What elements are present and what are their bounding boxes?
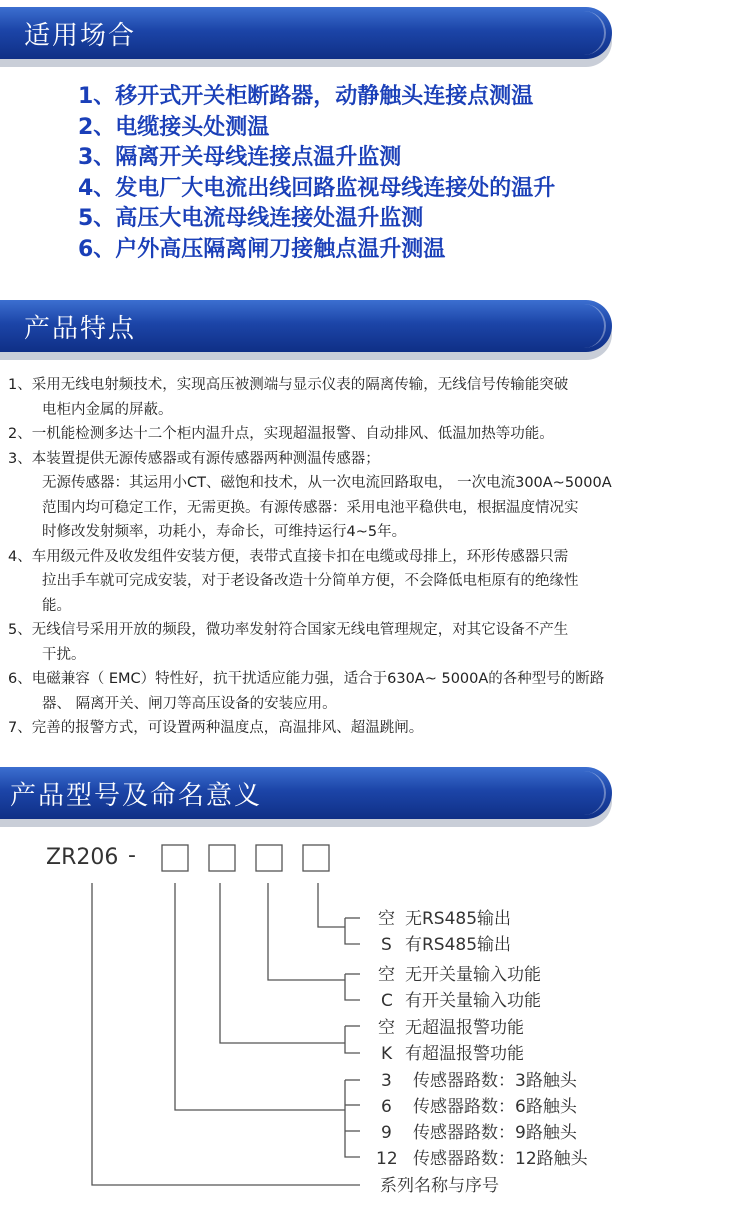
option-desc: 传感器路数：3路触头 [413,1071,577,1091]
option-desc: 传感器路数：9路触头 [413,1123,577,1143]
model-prefix: ZR206 [46,845,119,870]
option-code: S [381,935,392,955]
feature-line: 6、电磁兼容（ EMC）特性好，抗干扰适应能力强，适合于630A~ 5000A的各种型号的断路 [8,671,605,687]
applications-list [78,82,555,265]
option-desc: 传感器路数：6路触头 [413,1097,577,1117]
list-item: 5、高压大电流母线连接处温升监测 [78,206,424,231]
option-code: 空 [378,1018,395,1038]
option-code: 空 [378,965,395,985]
section-header-features [0,300,612,352]
list-item [8,545,744,619]
section-title: 产品型号及命名意义 [10,781,263,811]
list-item [8,667,744,716]
option-code: 空 [378,909,395,929]
code-box [162,845,188,871]
list-item [8,373,744,422]
list-item: 4、发电厂大电流出线回路监视母线连接处的温升 [78,175,556,201]
option-desc: 有开关量输入功能 [405,991,541,1011]
option-code: 6 [381,1097,392,1117]
option-code: C [381,991,393,1011]
feature-line: 5、无线信号采用开放的频段，微功率发射符合国家无线电管理规定，对其它设备不产生 [8,622,569,638]
list-item [8,618,744,667]
feature-line: 无源传感器：其运用小CT、磁饱和技术，从一次电流回路取电， 一次电流300A~5000A [42,475,612,491]
feature-line: 4、车用级元件及收发组件安装方便，表带式直接卡扣在电缆或母排上，环形传感器只需 [8,548,569,565]
option-desc: 无开关量输入功能 [405,965,541,985]
list-item [8,447,744,545]
feature-line: 能。 [42,597,71,614]
feature-line: 2、一机能检测多达十二个柜内温升点，实现超温报警、自动排风、低温加热等功能。 [8,426,554,442]
series-label: 系列名称与序号 [380,1176,499,1196]
feature-line: 电柜内金属的屏蔽。 [42,401,173,418]
option-code: K [381,1044,393,1064]
list-item: 1、移开式开关柜断路器，动静触头连接点测温 [78,84,534,109]
option-code: 3 [381,1071,392,1091]
feature-line: 干扰。 [42,646,86,663]
code-box [209,845,235,871]
option-desc: 有RS485输出 [405,935,512,955]
section-header-model [0,767,612,819]
list-item: 3、隔离开关母线连接点温升监测 [78,145,402,170]
model-dash: - [128,843,136,868]
feature-line: 3、本装置提供无源传感器或有源传感器两种测温传感器； [8,450,380,467]
code-box [303,845,329,871]
option-code: 12 [376,1149,398,1169]
list-item: 2、电缆接头处测温 [78,114,270,140]
section-header-applications [0,7,612,59]
feature-line: 7、完善的报警方式，可设置两种温度点，高温排风、超温跳闸。 [8,720,424,736]
feature-line: 拉出手车就可完成安装，对于老设备改造十分简单方便，不会降低电柜原有的绝缘性 [42,573,579,589]
option-desc: 无RS485输出 [405,909,512,929]
section-title: 适用场合 [24,21,137,51]
model-naming-diagram [0,825,750,1215]
option-desc: 无超温报警功能 [405,1018,524,1038]
feature-line: 1、采用无线电射频技术，实现高压被测端与显示仪表的隔离传输，无线信号传输能突破 [8,377,569,393]
feature-line: 器、 隔离开关、闸刀等高压设备的安装应用。 [42,695,337,712]
list-item [8,716,744,741]
feature-line: 范围内均可稳定工作，无需更换。有源传感器：采用电池平稳供电，根据温度情况实 [42,499,579,516]
option-desc: 有超温报警功能 [405,1044,524,1064]
features-list [8,373,744,741]
option-code: 9 [381,1123,392,1143]
option-desc: 传感器路数：12路触头 [413,1149,588,1169]
list-item: 6、户外高压隔离闸刀接触点温升测温 [78,236,446,262]
list-item [8,422,744,447]
feature-line: 时修改发射频率，功耗小，寿命长，可维持运行4~5年。 [42,524,407,540]
code-box [256,845,282,871]
section-title: 产品特点 [24,314,137,344]
